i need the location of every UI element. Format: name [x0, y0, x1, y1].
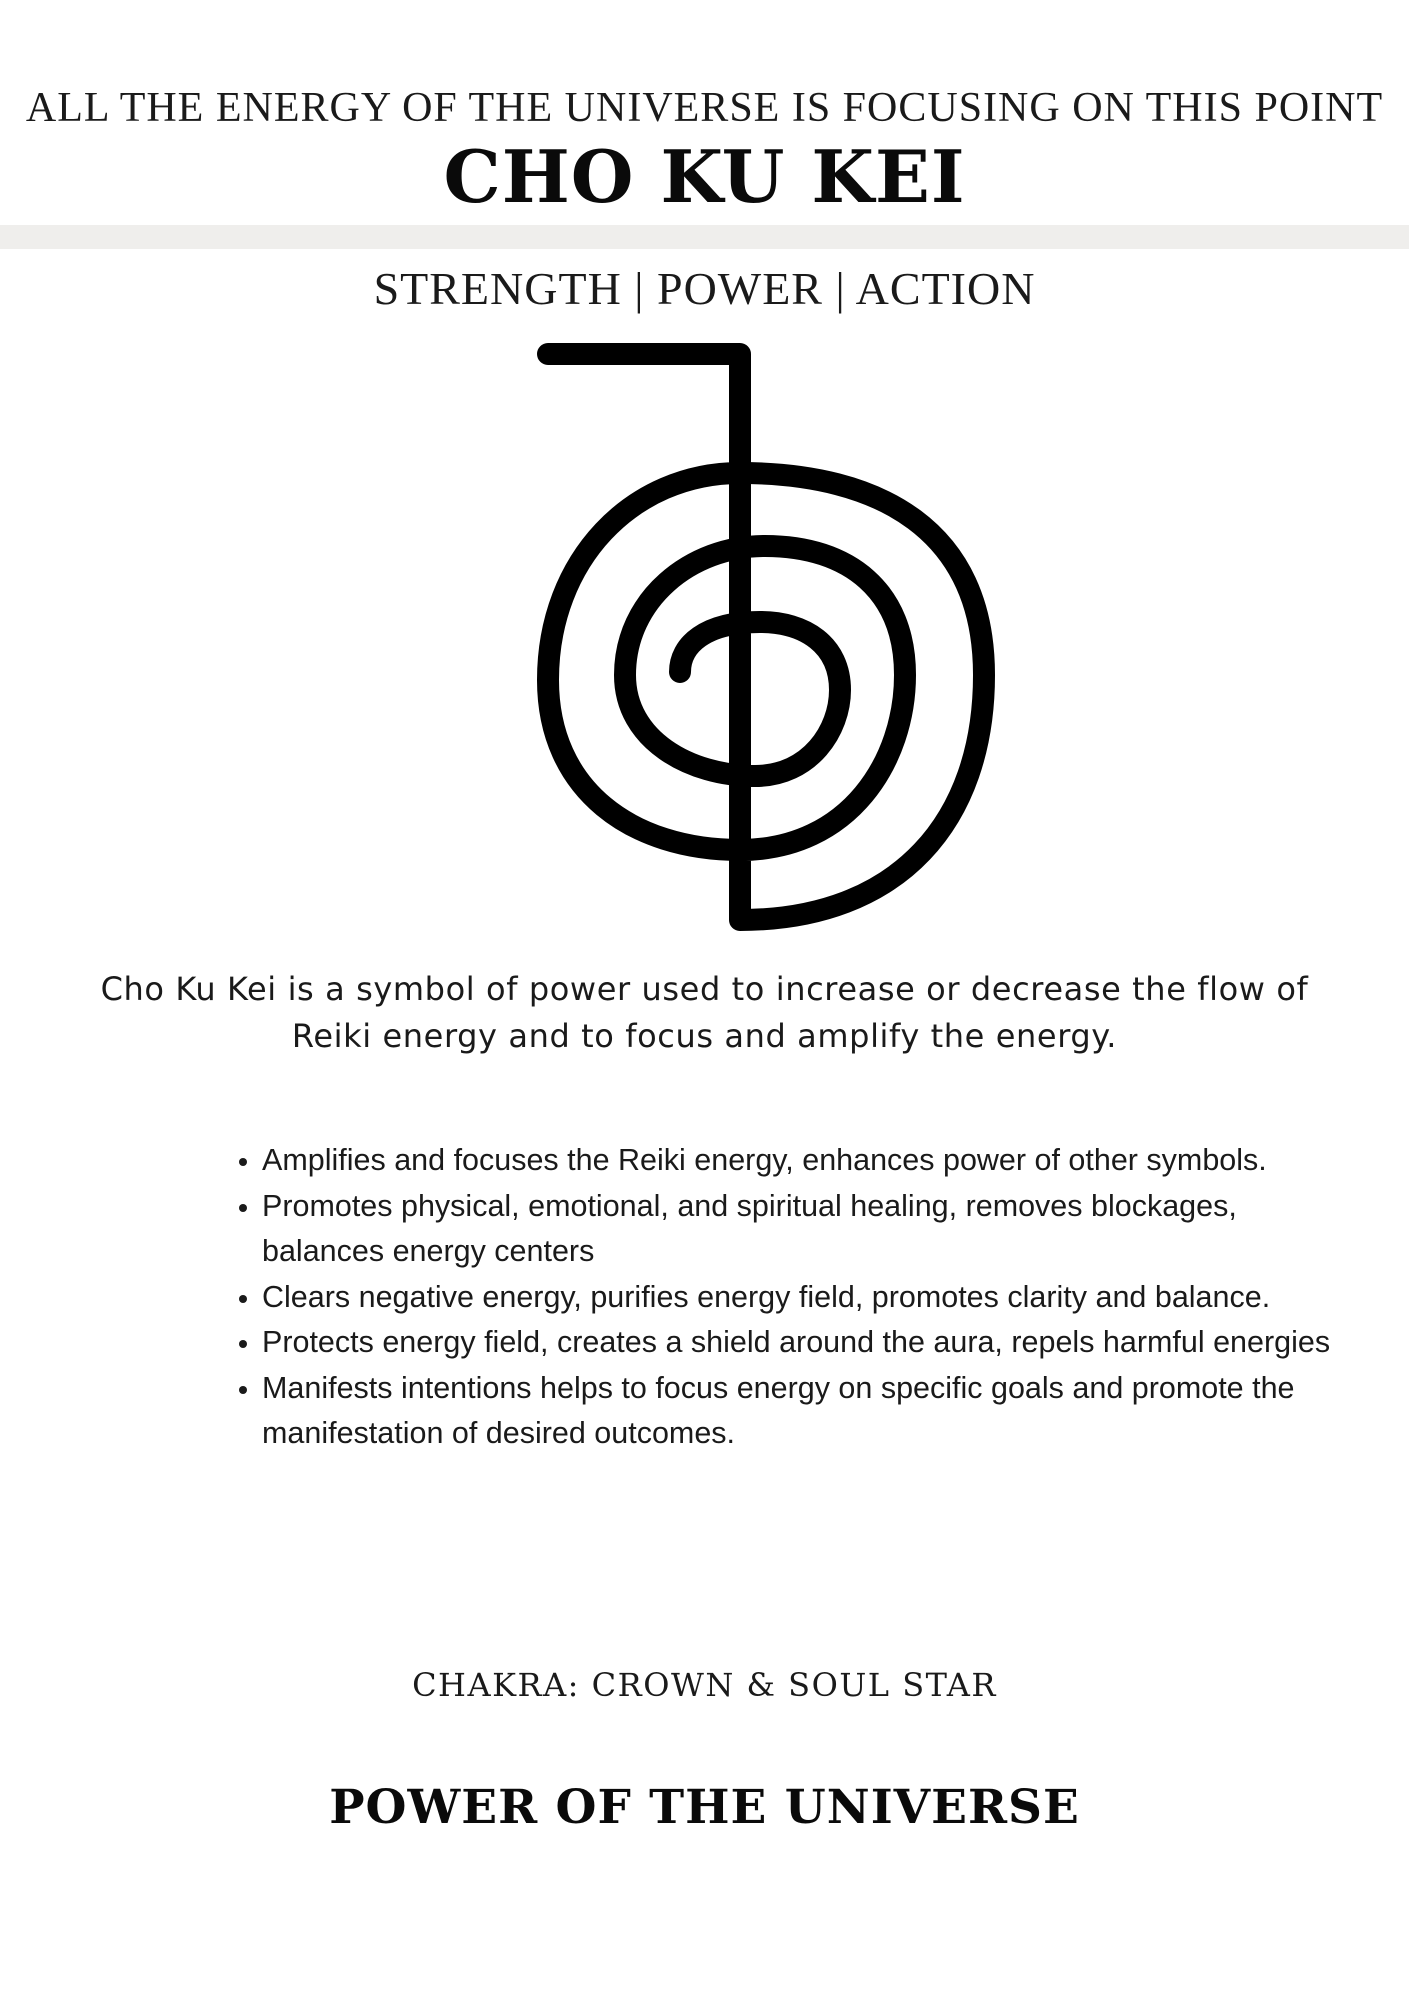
qualities-subtitle: STRENGTH | POWER | ACTION	[373, 263, 1036, 314]
divider-band	[0, 225, 1409, 249]
list-item: • Clears negative energy, purifies energy field, promotes clarity and balance.	[262, 1275, 1332, 1321]
symbol-stroke	[548, 354, 984, 920]
benefits-list	[220, 1138, 1332, 1457]
list-item: • Promotes physical, emotional, and spiritual healing, removes blockages, balances energy centers	[262, 1184, 1332, 1275]
footer-title: POWER OF THE UNIVERSE	[329, 1780, 1080, 1835]
list-item: • Amplifies and focuses the Reiki energy, enhances power of other symbols.	[262, 1138, 1332, 1184]
tagline: ALL THE ENERGY OF THE UNIVERSE IS FOCUSING ON THIS POINT	[25, 85, 1384, 131]
page-title: CHO KU KEI	[443, 134, 966, 219]
list-item: • Manifests intentions helps to focus energy on specific goals and promote the manifestation of desired outcomes.	[262, 1366, 1332, 1457]
description-text: Cho Ku Kei is a symbol of power used to increase or decrease the flow of Reiki energy and to focus and amplify the energy.	[100, 970, 1309, 1055]
chakra-label: CHAKRA: CROWN & SOUL STAR	[412, 1666, 997, 1704]
list-item: • Protects energy field, creates a shield around the aura, repels harmful energies	[262, 1320, 1332, 1366]
